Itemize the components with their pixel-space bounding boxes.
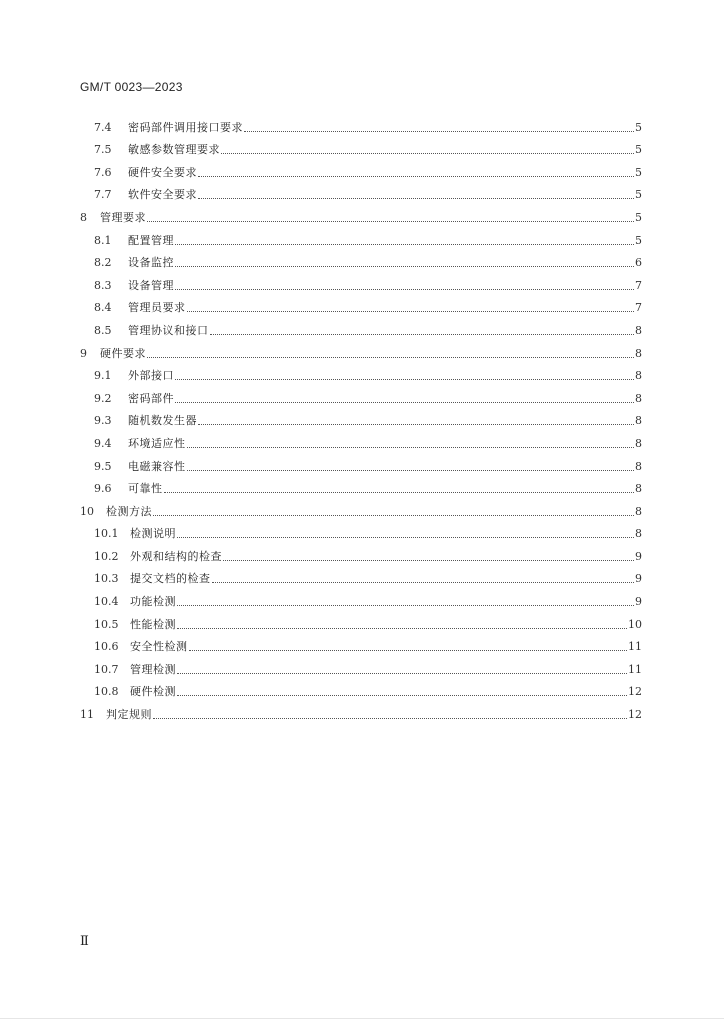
toc-entry[interactable] [80,180,642,203]
toc-entry-number: 8.2 [94,256,112,270]
toc-dot-leader [244,131,634,132]
toc-dot-leader [177,673,627,674]
toc-entry[interactable] [80,677,642,700]
toc-entry-title: 检测说明 [130,527,176,541]
table-of-contents [80,112,642,722]
toc-entry[interactable] [80,609,642,632]
document-code-header: GM/T 0023—2023 [80,80,183,94]
page-number-roman: Ⅱ [80,934,89,949]
toc-entry-number: 9.5 [94,459,112,473]
toc-dot-leader [175,402,634,403]
toc-entry-number: 7.4 [94,120,112,134]
toc-entry-page-number: 8 [635,323,642,337]
toc-entry[interactable] [80,451,642,474]
toc-entry-title: 软件安全要求 [128,188,197,202]
toc-entry-title: 硬件安全要求 [128,165,197,179]
scan-edge-line [0,1018,724,1019]
toc-entry[interactable] [80,428,642,451]
toc-dot-leader [147,357,634,358]
toc-entry-number: 8.5 [94,323,112,337]
toc-entry[interactable] [80,496,642,519]
toc-entry-page-number: 5 [635,233,642,247]
toc-entry-number: 10.4 [94,595,119,609]
toc-entry[interactable] [80,202,642,225]
toc-dot-leader [175,379,634,380]
toc-entry-title: 密码部件调用接口要求 [128,120,243,134]
toc-entry[interactable] [80,699,642,722]
toc-dot-leader [189,650,628,651]
toc-entry-number: 10.6 [94,640,119,654]
toc-entry-title: 管理协议和接口 [128,323,209,337]
toc-entry-number: 10.7 [94,662,119,676]
toc-entry[interactable] [80,361,642,384]
toc-dot-leader [147,221,634,222]
toc-entry-title: 安全性检测 [130,640,188,654]
toc-entry-number: 7.5 [94,143,112,157]
toc-dot-leader [177,605,634,606]
toc-entry-title: 外观和结构的检查 [130,549,222,563]
toc-entry[interactable] [80,248,642,271]
toc-dot-leader [187,470,635,471]
toc-entry-number: 10.5 [94,617,119,631]
toc-entry-title: 设备管理 [128,278,174,292]
toc-entry[interactable] [80,632,642,655]
toc-entry-number: 8.4 [94,301,112,315]
toc-entry-number: 10.1 [94,527,119,541]
toc-entry-page-number: 9 [635,572,642,586]
toc-entry-title: 配置管理 [128,233,174,247]
toc-dot-leader [175,266,634,267]
toc-entry-number: 8.3 [94,278,112,292]
toc-entry-title: 电磁兼容性 [128,459,186,473]
toc-entry[interactable] [80,157,642,180]
toc-entry-page-number: 8 [635,346,642,360]
toc-entry-number: 8.1 [94,233,112,247]
toc-entry-title: 硬件要求 [100,346,146,360]
toc-entry-page-number: 7 [635,278,642,292]
toc-entry-title: 判定规则 [106,708,152,722]
toc-entry-page-number: 8 [635,459,642,473]
toc-entry-page-number: 7 [635,301,642,315]
toc-entry-page-number: 8 [635,482,642,496]
toc-dot-leader [153,718,627,719]
toc-entry-title: 可靠性 [128,482,163,496]
toc-entry-title: 提交文档的检查 [130,572,211,586]
toc-entry-number: 9 [80,346,87,360]
toc-dot-leader [187,447,635,448]
toc-entry-title: 管理检测 [130,662,176,676]
toc-entry[interactable] [80,519,642,542]
toc-entry[interactable] [80,293,642,316]
toc-entry-title: 性能检测 [130,617,176,631]
toc-entry[interactable] [80,135,642,158]
toc-dot-leader [164,492,635,493]
toc-entry-page-number: 8 [635,527,642,541]
toc-entry-page-number: 5 [635,120,642,134]
toc-dot-leader [177,537,634,538]
toc-entry-page-number: 9 [635,595,642,609]
toc-dot-leader [198,198,634,199]
toc-entry-number: 9.2 [94,391,112,405]
toc-entry-title: 密码部件 [128,391,174,405]
toc-entry-page-number: 5 [635,165,642,179]
toc-entry-number: 7.7 [94,188,112,202]
toc-dot-leader [177,628,627,629]
toc-entry[interactable] [80,406,642,429]
toc-dot-leader [198,424,634,425]
toc-dot-leader [153,515,634,516]
toc-entry-number: 11 [80,708,94,722]
toc-entry[interactable] [80,225,642,248]
toc-entry-page-number: 8 [635,369,642,383]
toc-entry[interactable] [80,315,642,338]
toc-entry-page-number: 8 [635,504,642,518]
toc-entry-page-number: 11 [628,640,642,654]
toc-entry-title: 检测方法 [106,504,152,518]
toc-entry-number: 7.6 [94,165,112,179]
toc-entry[interactable] [80,474,642,497]
toc-entry-number: 10.3 [94,572,119,586]
toc-entry-title: 硬件检测 [130,685,176,699]
toc-entry-number: 9.1 [94,369,112,383]
toc-entry-number: 10 [80,504,94,518]
toc-dot-leader [223,560,634,561]
toc-entry[interactable] [80,338,642,361]
toc-entry-page-number: 5 [635,188,642,202]
toc-entry-page-number: 8 [635,436,642,450]
toc-dot-leader [212,582,635,583]
toc-dot-leader [175,244,634,245]
toc-entry[interactable] [80,270,642,293]
toc-entry-title: 功能检测 [130,595,176,609]
toc-entry-title: 管理员要求 [128,301,186,315]
toc-entry-title: 设备监控 [128,256,174,270]
toc-entry[interactable] [80,112,642,135]
toc-entry-title: 随机数发生器 [128,414,197,428]
toc-entry-number: 9.4 [94,436,112,450]
toc-entry-page-number: 8 [635,391,642,405]
toc-entry-page-number: 12 [628,708,642,722]
toc-entry-number: 10.2 [94,549,119,563]
toc-entry-page-number: 8 [635,414,642,428]
toc-entry-page-number: 5 [635,143,642,157]
toc-dot-leader [198,176,634,177]
toc-entry-number: 8 [80,210,87,224]
toc-entry[interactable] [80,586,642,609]
toc-entry-page-number: 12 [628,685,642,699]
toc-entry-page-number: 11 [628,662,642,676]
toc-dot-leader [221,153,634,154]
toc-dot-leader [187,311,635,312]
toc-entry[interactable] [80,564,642,587]
toc-dot-leader [210,334,635,335]
toc-entry-number: 9.3 [94,414,112,428]
toc-entry-page-number: 9 [635,549,642,563]
toc-dot-leader [175,289,634,290]
toc-entry-number: 10.8 [94,685,119,699]
toc-entry-title: 外部接口 [128,369,174,383]
toc-entry[interactable] [80,541,642,564]
toc-entry-title: 管理要求 [100,210,146,224]
toc-entry-title: 环境适应性 [128,436,186,450]
toc-entry[interactable] [80,654,642,677]
toc-entry-page-number: 10 [628,617,642,631]
toc-entry-title: 敏感参数管理要求 [128,143,220,157]
toc-entry[interactable] [80,383,642,406]
toc-entry-page-number: 6 [635,256,642,270]
toc-entry-page-number: 5 [635,210,642,224]
toc-dot-leader [177,695,627,696]
toc-entry-number: 9.6 [94,482,112,496]
